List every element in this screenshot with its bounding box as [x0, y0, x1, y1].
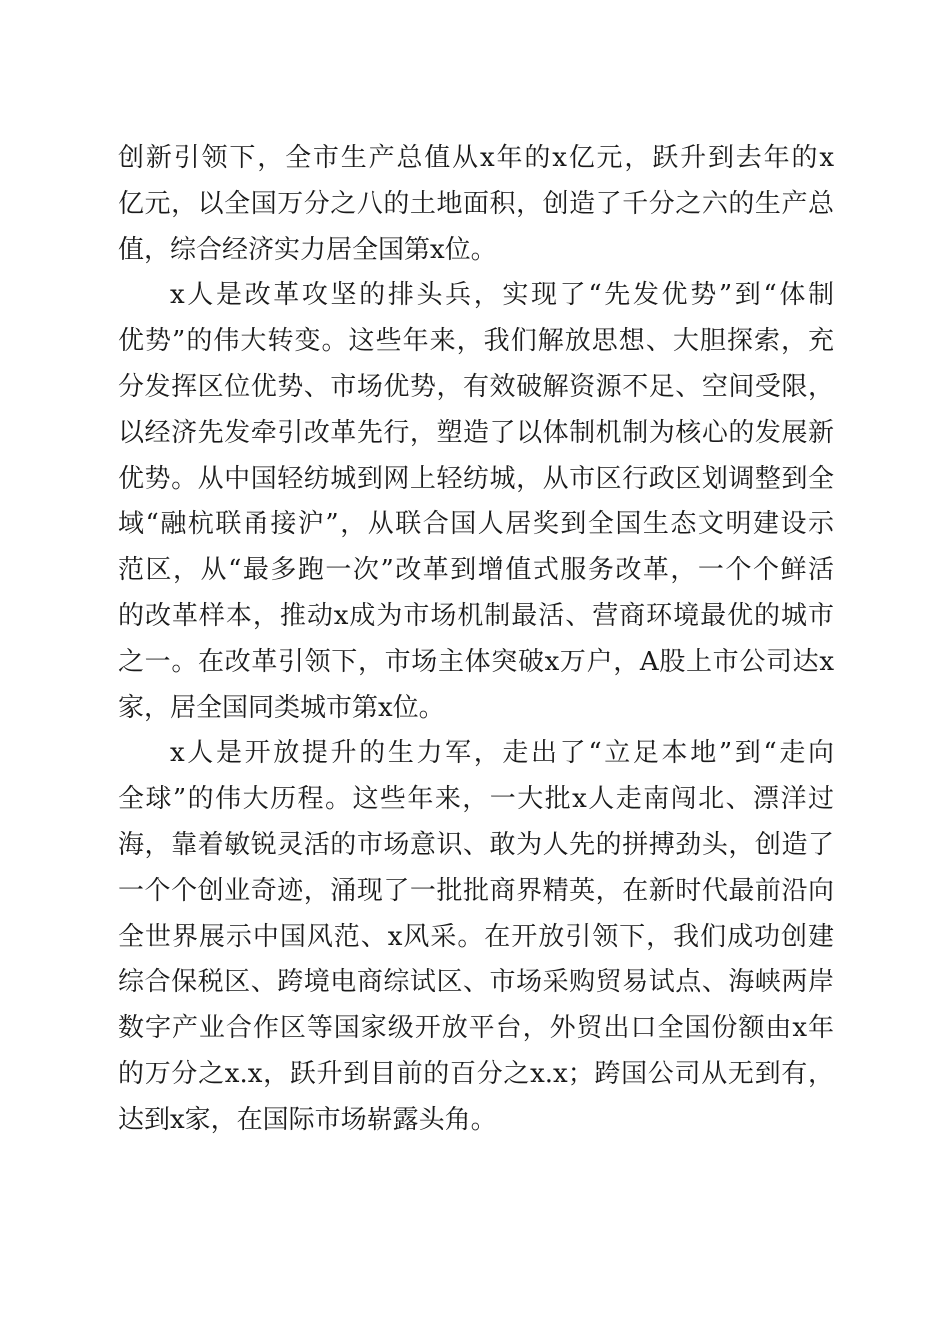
text-line: 数字产业合作区等国家级开放平台，外贸出口全国份额由x年 [118, 1013, 834, 1044]
text-line: 以经济先发牵引改革先行，塑造了以体制机制为核心的发展新 [118, 417, 834, 448]
paragraph-1 [118, 136, 834, 273]
text-line: 的万分之x.x，跃升到目前的百分之x.x；跨国公司从无到有， [118, 1058, 834, 1089]
text-line: 的改革样本，推动x成为市场机制最活、营商环境最优的城市 [118, 600, 834, 631]
text-line: 全世界展示中国风范、x风采。在开放引领下，我们成功创建 [118, 921, 834, 952]
document-body [118, 136, 834, 1144]
text-line: 域“融杭联甬接沪”，从联合国人居奖到全国生态文明建设示 [118, 509, 834, 540]
text-line: 综合保税区、跨境电商综试区、市场采购贸易试点、海峡两岸 [118, 967, 834, 998]
text-line: 创新引领下，全市生产总值从x年的x亿元，跃升到去年的x [118, 143, 834, 173]
text-line: 海，靠着敏锐灵活的市场意识、敢为人先的拼搏劲头，创造了 [118, 829, 834, 860]
text-line: 一个个创业奇迹，涌现了一批批商界精英，在新时代最前沿向 [118, 875, 834, 906]
text-line: 达到x家，在国际市场崭露头角。 [118, 1104, 497, 1135]
text-line: 范区，从“最多跑一次”改革到增值式服务改革，一个个鲜活 [118, 555, 834, 586]
text-line: x人是改革攻坚的排头兵，实现了“先发优势”到“体制 [170, 280, 834, 311]
text-line: 分发挥区位优势、市场优势，有效破解资源不足、空间受限， [118, 371, 834, 402]
text-line: 优势。从中国轻纺城到网上轻纺城，从市区行政区划调整到全 [118, 463, 834, 494]
text-line: 优势”的伟大转变。这些年来，我们解放思想、大胆探索，充 [118, 326, 834, 357]
text-line: 值，综合经济实力居全国第x位。 [118, 234, 497, 265]
paragraph-2 [118, 273, 834, 731]
text-line: 家，居全国同类城市第x位。 [118, 692, 445, 723]
text-line: 全球”的伟大历程。这些年来，一大批x人走南闯北、漂洋过 [118, 784, 834, 815]
text-line: 之一。在改革引领下，市场主体突破x万户，A股上市公司达x [118, 646, 834, 677]
paragraph-3 [118, 731, 834, 1143]
text-line: 亿元，以全国万分之八的土地面积，创造了千分之六的生产总 [118, 188, 834, 219]
text-line: x人是开放提升的生力军，走出了“立足本地”到“走向 [170, 738, 834, 769]
